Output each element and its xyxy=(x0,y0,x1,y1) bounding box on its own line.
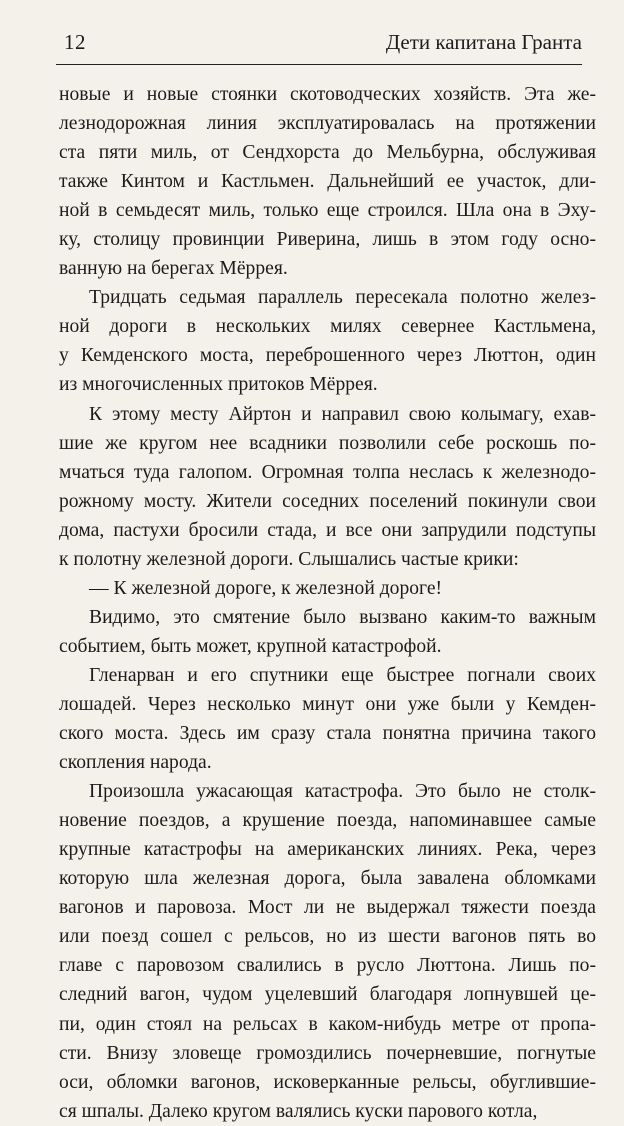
text-line: шие же кругом нее всадники позволили себе роскошь по- xyxy=(59,432,596,454)
paragraph xyxy=(59,777,596,1126)
text-line: вагонов и паровоза. Мост ли не выдержал тяжести поезда xyxy=(59,897,596,919)
text-line: Гленарван и его спутники еще быстрее погнали своих xyxy=(89,664,596,686)
paragraph xyxy=(59,574,596,603)
paragraph xyxy=(59,603,596,661)
running-header xyxy=(56,14,582,65)
paragraph xyxy=(59,400,596,574)
text-line: ванную на берегах Мёррея. xyxy=(59,258,288,280)
text-line: Тридцать седьмая параллель пересекала полотно желез- xyxy=(89,287,596,309)
paragraph xyxy=(59,80,596,283)
paragraph xyxy=(59,283,596,399)
text-line: главе с паровозом свалились в русло Люттона. Лишь по- xyxy=(59,955,596,977)
text-line: дома, пастухи бросили стада, и все они запрудили подступы xyxy=(59,519,596,541)
text-line: Видимо, это смятение было вызвано каким-то важным xyxy=(89,606,596,628)
text-line: ся шпалы. Далеко кругом валялись куски парового котла, xyxy=(59,1100,538,1122)
text-line: событием, быть может, крупной катастрофой. xyxy=(59,635,442,657)
text-line: лошадей. Через несколько минут они уже были у Кемден- xyxy=(59,693,596,715)
text-line: новые и новые стоянки скотоводческих хозяйств. Эта же- xyxy=(59,84,596,105)
text-line: ной в семьдесят миль, только еще строился. Шла она в Эху- xyxy=(59,200,596,222)
text-line: ского моста. Здесь им сразу стала понятна причина такого xyxy=(59,723,596,745)
text-line: лезнодорожная линия эксплуатировалась на протяжении xyxy=(59,113,596,135)
text-line: новение поездов, а крушение поезда, напоминавшее самые xyxy=(59,810,596,832)
text-line: следний вагон, чудом уцелевший благодаря лопнувшей це- xyxy=(59,984,596,1006)
text-line: ста пяти миль, от Сендхорста до Мельбурна, обслуживая xyxy=(59,142,596,164)
text-line: или поезд сошел с рельсов, но из шести вагонов пять во xyxy=(59,926,596,948)
text-line: мчаться туда галопом. Огромная толпа неслась к железнодо- xyxy=(59,461,596,483)
text-line: к полотну железной дороги. Слышались частые крики: xyxy=(59,548,519,570)
text-line: крупные катастрофы на американских линиях. Река, через xyxy=(59,839,596,861)
text-line: из многочисленных притоков Мёррея. xyxy=(59,374,378,396)
text-line: ку, столицу провинции Риверина, лишь в этом году осно- xyxy=(59,229,596,251)
text-line: рожному мосту. Жители соседних поселений покинули свои xyxy=(59,490,596,512)
text-line: пи, один стоял на рельсах в каком-нибудь метре от пропа- xyxy=(59,1013,596,1035)
text-line: К этому месту Айртон и направил свою колымагу, ехав- xyxy=(89,403,596,425)
text-line: сти. Внизу зловеще громоздились почерневшие, погнутые xyxy=(59,1042,596,1064)
running-title: Дети капитана Гранта xyxy=(385,30,582,54)
text-line: у Кемденского моста, переброшенного через Люттон, один xyxy=(59,345,596,367)
page-number: 12 xyxy=(64,30,86,54)
paragraph xyxy=(59,661,596,777)
text-line: которую шла железная дорога, была завалена обломками xyxy=(59,868,596,890)
text-line: также Кинтом и Кастльмен. Дальнейший ее участок, дли- xyxy=(59,171,596,193)
text-line: Произошла ужасающая катастрофа. Это было не столк- xyxy=(89,781,596,803)
text-line: ной дороги в нескольких милях севернее Кастльмена, xyxy=(59,316,596,338)
text-line: — К железной дороге, к железной дороге! xyxy=(89,577,443,599)
text-line: скопления народа. xyxy=(59,752,212,774)
body-text xyxy=(59,80,596,1126)
text-line: оси, обломки вагонов, исковерканные рельсы, обуглившие- xyxy=(59,1071,596,1093)
